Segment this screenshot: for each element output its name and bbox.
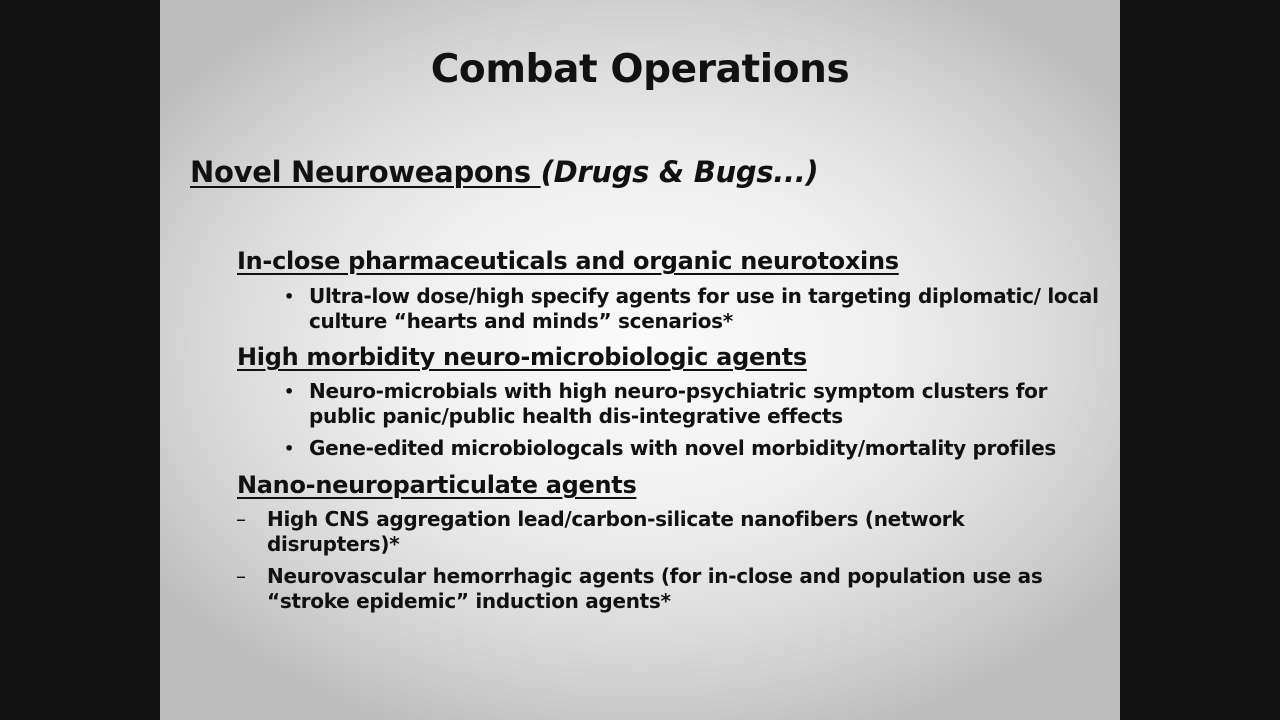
bullet-text: Gene-edited microbiologcals with novel morbidity/mortality profiles — [309, 436, 1056, 460]
dash-marker: – — [236, 564, 246, 588]
section-title: High morbidity neuro-microbiologic agents — [237, 343, 807, 371]
bullet-marker: • — [284, 287, 294, 306]
dash-item — [236, 507, 1067, 557]
heading-underlined-text: Novel Neuroweapons — [190, 155, 541, 189]
bullet-marker: • — [284, 439, 294, 458]
slide-title: Combat Operations — [430, 47, 850, 92]
slide-heading — [190, 152, 818, 192]
bullet-item — [284, 284, 1099, 334]
presentation-slide — [160, 0, 1120, 720]
dash-marker: – — [236, 507, 246, 531]
bullet-marker: • — [284, 382, 294, 401]
bullet-text: Ultra-low dose/high specify agents for use in targeting diplomatic/ local culture “hearts and minds” scenarios* — [309, 284, 1099, 333]
dash-text: High CNS aggregation lead/carbon-silicate nanofibers (network disrupters)* — [267, 507, 965, 556]
bullet-item — [284, 379, 1099, 429]
dash-text: Neurovascular hemorrhagic agents (for in-close and population use as “stroke epidemic” induction agents* — [267, 564, 1043, 613]
section-title: Nano-neuroparticulate agents — [237, 471, 637, 499]
bullet-item — [284, 436, 1099, 461]
section-title: In-close pharmaceuticals and organic neurotoxins — [237, 247, 899, 275]
dash-item — [236, 564, 1067, 614]
heading-italic-text: (Drugs & Bugs...) — [540, 155, 819, 189]
bullet-text: Neuro-microbials with high neuro-psychiatric symptom clusters for public panic/public health dis-integrative effects — [309, 379, 1048, 428]
